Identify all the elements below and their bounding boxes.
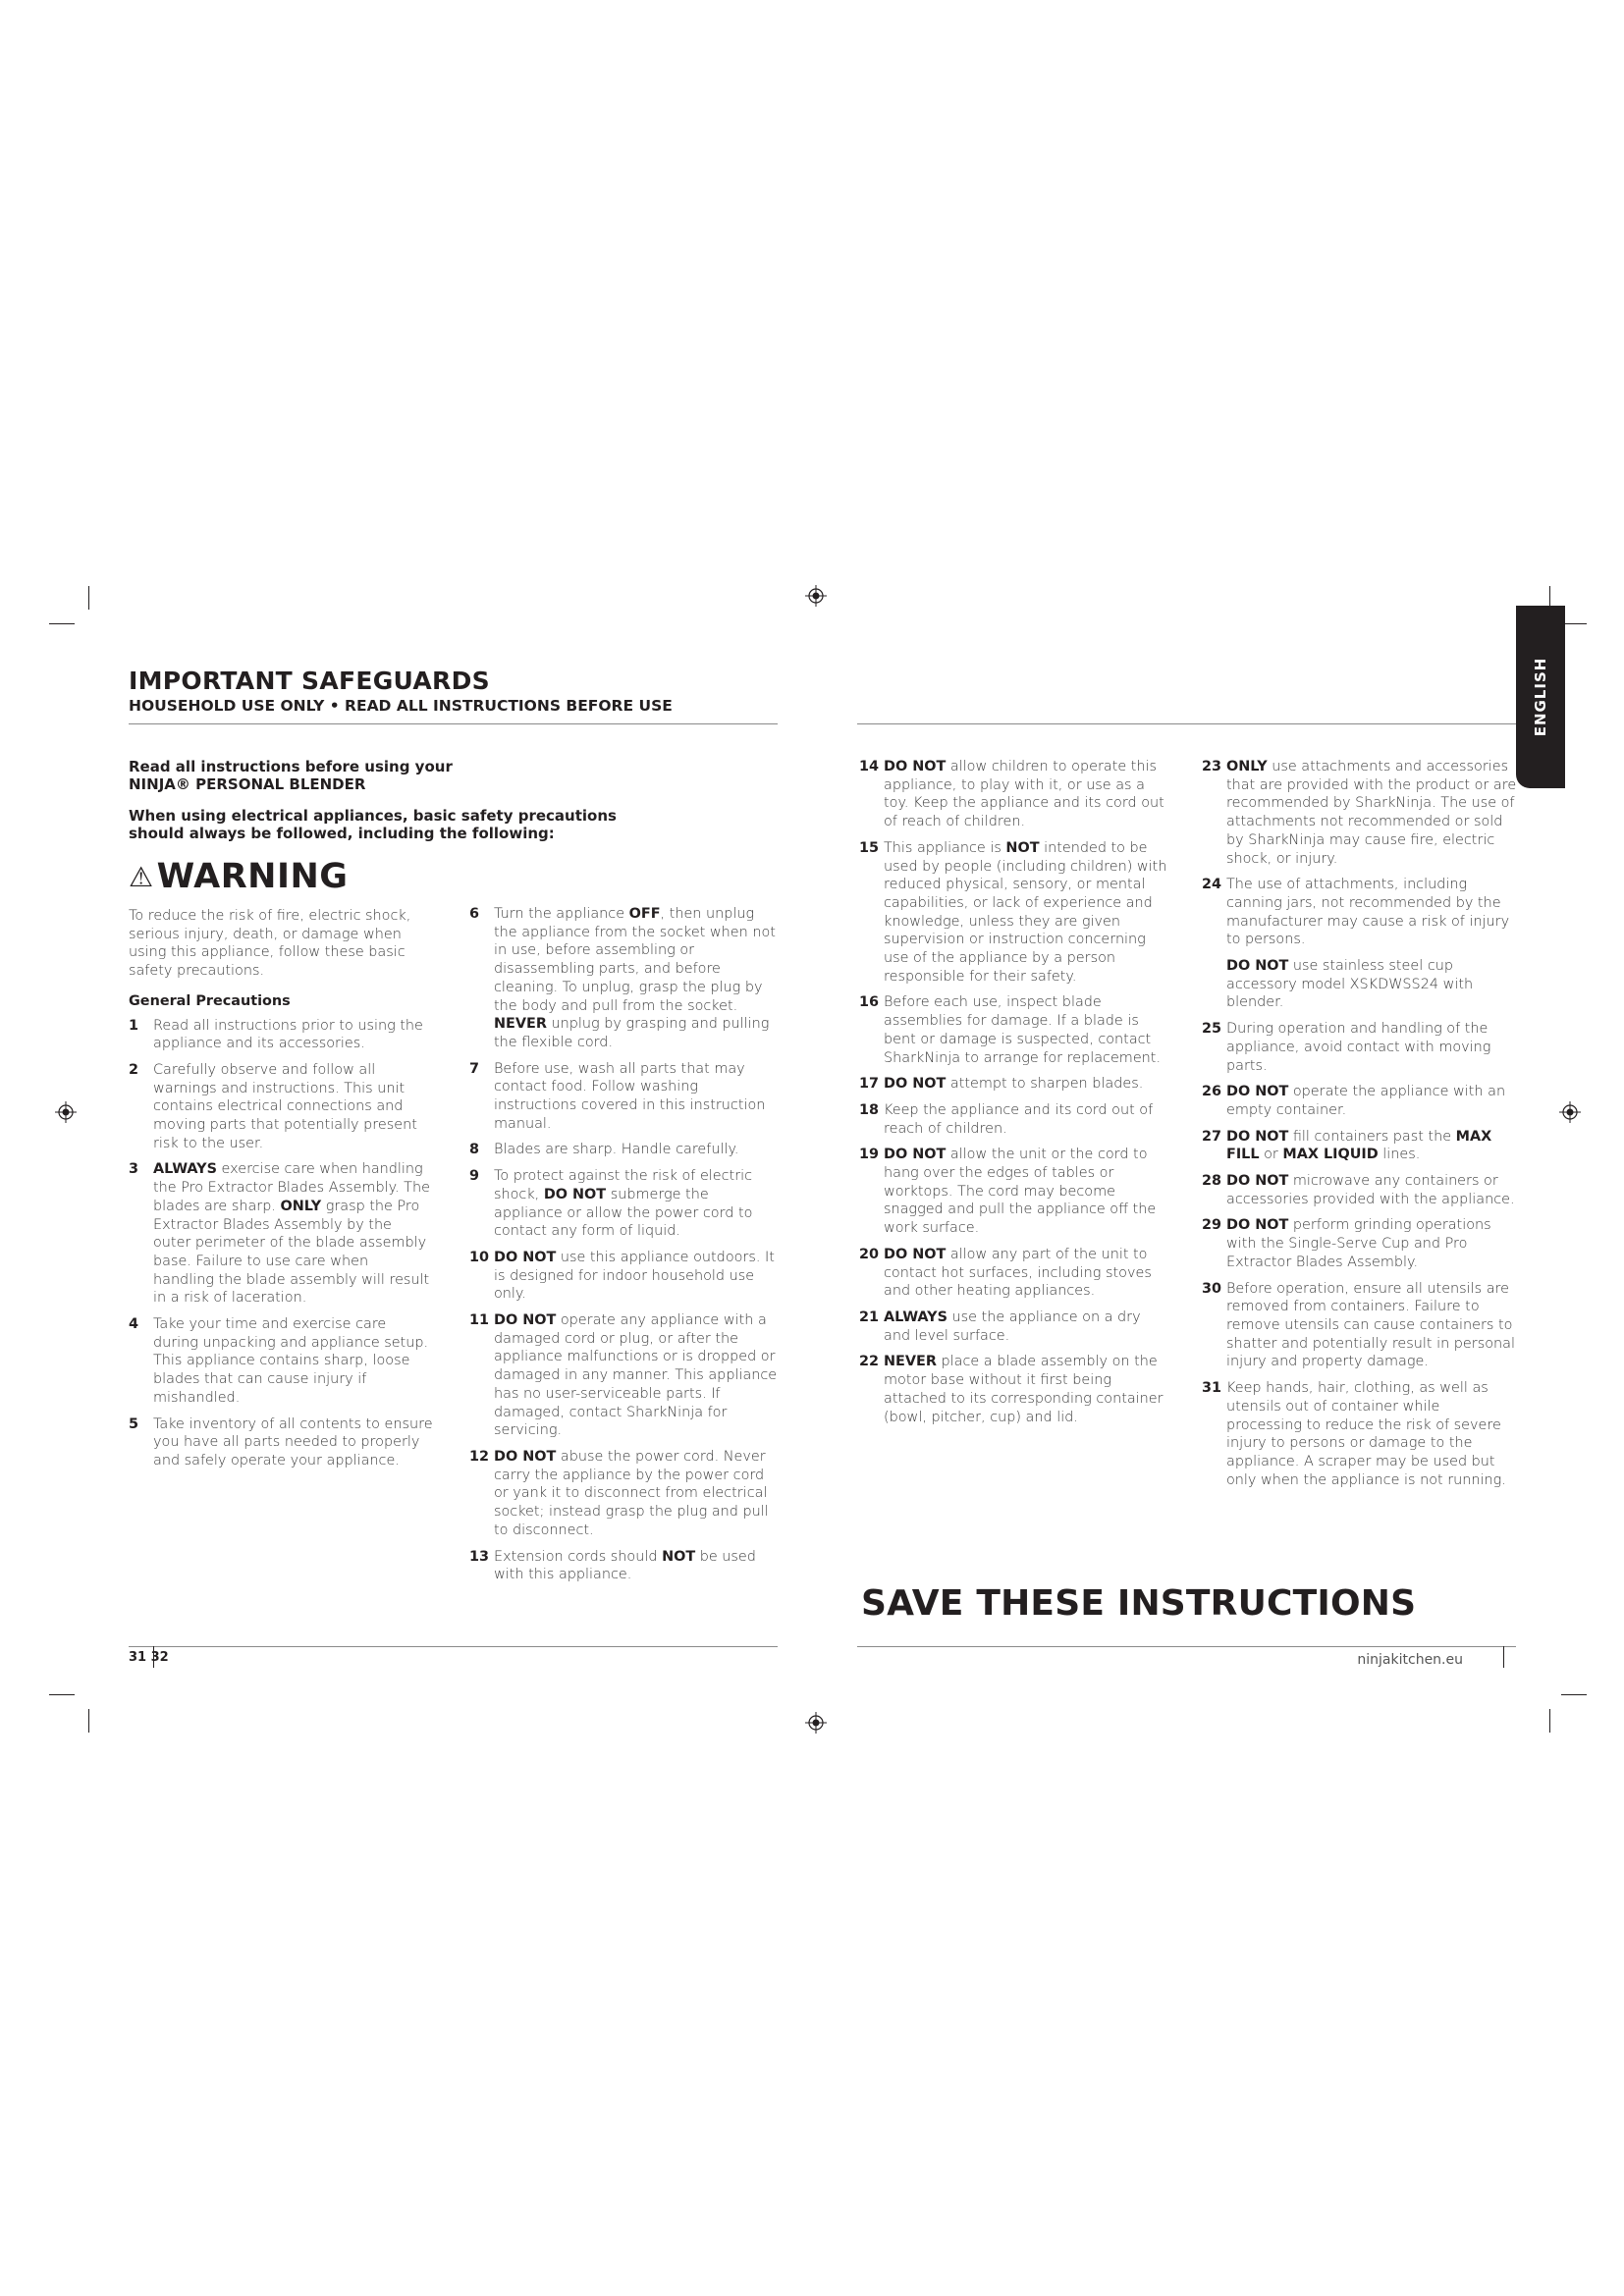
safeguard-item — [859, 1353, 1168, 1426]
item-text: Keep the appliance and its cord out of reach of children. — [884, 1101, 1154, 1137]
footer-rule-right — [857, 1646, 1516, 1647]
item-text: attempt to sharpen blades. — [946, 1076, 1144, 1093]
item-body — [494, 1061, 765, 1132]
language-tab-label: ENGLISH — [1532, 657, 1549, 737]
safeguard-item — [1202, 957, 1518, 1012]
emphasis-text: ALWAYS — [884, 1308, 947, 1325]
item-text: Carefully observe and follow all warnings and instructions. This unit contains electrical connections and moving parts that potentially present risk to the user. — [153, 1061, 417, 1151]
item-number: 5 — [129, 1415, 139, 1432]
item-number: 18 — [859, 1101, 880, 1118]
warning-label: WARNING — [156, 857, 349, 896]
safeguard-item — [859, 1308, 1168, 1345]
item-number: 23 — [1202, 759, 1222, 774]
crop-mark — [49, 1694, 75, 1695]
emphasis-text: DO NOT — [494, 1448, 557, 1465]
emphasis-text: NEVER — [494, 1016, 547, 1033]
item-text: operate any appliance with a damaged cord or plug, or after the appliance malfunctions or is dropped or damaged in any manner. This appliance has no user-serviceable parts. If damaged, contact SharkNinja for servicing. — [494, 1312, 778, 1439]
safeguard-item — [469, 1167, 779, 1241]
crop-mark — [88, 1709, 89, 1733]
item-text: perform grinding operations with the Single-Serve Cup and Pro Extractor Blades Assembly. — [1226, 1217, 1491, 1270]
crop-mark — [1561, 1694, 1587, 1695]
item-text: exercise care when handling the Pro Extractor Blades Assembly. The blades are sharp. — [153, 1161, 430, 1214]
item-text: Blades are sharp. Handle carefully. — [494, 1142, 739, 1158]
item-body — [153, 1062, 417, 1151]
item-number: 15 — [859, 839, 880, 856]
item-text: During operation and handling of the appliance, avoid contact with moving parts. — [1226, 1021, 1491, 1074]
safeguard-item — [1202, 1280, 1518, 1372]
item-text: intended to be used by people (including children) with reduced physical, sensory, or mental capabilities, or lack of experience and knowledge, unless they are given supervision or instruction concerning use of the appliance by a person responsible for their safety. — [884, 839, 1167, 985]
item-text: allow any part of the unit to contact hot surfaces, including stoves and other heating appliances. — [884, 1246, 1152, 1300]
item-number: 24 — [1202, 877, 1222, 893]
column-2 — [469, 905, 779, 1592]
item-text: Take inventory of all contents to ensure you have all parts needed to properly and safely operate your appliance. — [153, 1415, 433, 1468]
item-body — [494, 1449, 769, 1538]
item-text: Before each use, inspect blade assemblies for damage. If a blade is bent or damage is suspected, contact SharkNinja to arrange for replacement. — [884, 994, 1162, 1066]
item-text: Extension cords should — [494, 1548, 663, 1565]
item-text: Keep hands, hair, clothing, as well as utensils out of container while processing to reduce the risk of severe injury to persons or damage to the appliance. A scraper may be used but only when the appliance is not running. — [1226, 1380, 1506, 1488]
footer-divider — [1503, 1646, 1504, 1668]
item-body — [153, 1018, 423, 1052]
column-4 — [1202, 758, 1518, 1497]
emphasis-text: MAX LIQUID — [1282, 1147, 1379, 1163]
registration-mark-icon — [805, 1712, 827, 1734]
column-3 — [859, 758, 1168, 1434]
item-body — [884, 994, 1161, 1065]
emphasis-text: ONLY — [280, 1198, 322, 1214]
safeguard-item — [129, 1315, 433, 1408]
item-number: 21 — [859, 1308, 880, 1325]
item-text: grasp the Pro Extractor Blades Assembly by the outer perimeter of the blade assembly base. Failure to use care when handling the blade assembly will result in a risk of laceration. — [153, 1198, 430, 1307]
general-precautions-heading: General Precautions — [129, 992, 291, 1009]
emphasis-text: DO NOT — [884, 1076, 947, 1093]
item-number: 30 — [1202, 1280, 1222, 1297]
item-body — [494, 1250, 775, 1302]
safeguard-item — [469, 1249, 779, 1304]
crop-mark — [1549, 1709, 1550, 1733]
safeguard-item — [859, 1075, 1168, 1094]
item-text: be used with this appliance. — [494, 1548, 756, 1583]
item-body — [1226, 1281, 1515, 1370]
item-body — [884, 1076, 1143, 1092]
item-text: lines. — [1378, 1147, 1421, 1163]
crop-mark — [49, 623, 75, 624]
column-1 — [129, 907, 433, 1478]
item-text: Before operation, ensure all utensils are removed from containers. Failure to remove utensils can cause containers to shatter and potentially result in personal injury and property damage. — [1226, 1280, 1515, 1370]
item-number: 4 — [129, 1316, 139, 1333]
item-text: unplug by grasping and pulling the flexible cord. — [494, 1016, 770, 1050]
item-number: 29 — [1202, 1217, 1222, 1234]
header-rule-right — [857, 723, 1516, 724]
item-number: 31 — [1202, 1380, 1222, 1397]
emphasis-text: DO NOT — [1226, 1084, 1289, 1100]
item-number: 22 — [859, 1354, 880, 1370]
intro-line: Read all instructions before using your — [129, 758, 453, 775]
emphasis-text: NEVER — [884, 1354, 937, 1370]
emphasis-text: ONLY — [1226, 759, 1268, 774]
item-body — [1226, 759, 1516, 867]
safeguard-item — [859, 758, 1168, 831]
item-body — [1226, 958, 1473, 1010]
emphasis-text: ALWAYS — [153, 1161, 217, 1178]
safeguard-item — [129, 1160, 433, 1308]
item-text: operate the appliance with an empty container. — [1226, 1084, 1506, 1118]
warning-triangle-icon: ⚠ — [129, 860, 154, 893]
emphasis-text: DO NOT — [1226, 1217, 1289, 1234]
footer-rule-left — [129, 1646, 778, 1647]
safeguard-item — [859, 1101, 1168, 1138]
item-text: , then unplug the appliance from the socket when not in use, before assembling or disassembling parts, and before cleaning. To unplug, grasp the plug by the body and pull from the socket. — [494, 906, 776, 1014]
item-body — [884, 1354, 1164, 1424]
intro-read-instructions — [129, 758, 639, 793]
emphasis-text: MAX FILL — [1226, 1128, 1492, 1163]
emphasis-text: DO NOT — [1226, 1173, 1289, 1190]
safeguard-item — [1202, 1172, 1518, 1208]
item-text: use this appliance outdoors. It is designed for indoor household use only. — [494, 1249, 775, 1303]
safeguard-item — [859, 839, 1168, 987]
item-number: 13 — [469, 1548, 490, 1565]
item-text: microwave any containers or accessories provided with the appliance. — [1226, 1173, 1515, 1207]
item-text: abuse the power cord. Never carry the appliance by the power cord or yank it to disconnect from electrical socket; instead grasp the plug and pull to disconnect. — [494, 1448, 769, 1538]
item-number: 27 — [1202, 1128, 1222, 1145]
item-text: This appliance is — [884, 839, 1006, 856]
safeguard-item — [469, 1141, 779, 1159]
safeguard-item — [1202, 1128, 1518, 1164]
warning-heading — [129, 857, 349, 896]
intro-precautions — [129, 807, 639, 842]
intro-line: When using electrical appliances, basic safety precautions — [129, 807, 617, 825]
safeguard-item — [129, 1017, 433, 1053]
emphasis-text: DO NOT — [1226, 1128, 1289, 1145]
item-body — [884, 840, 1166, 985]
item-number: 11 — [469, 1312, 490, 1329]
item-number: 16 — [859, 994, 880, 1011]
item-text: use attachments and accessories that are provided with the product or are recommended by SharkNinja. The use of attachments not recommended or sold by SharkNinja may cause fire, electric shock, or injury. — [1226, 759, 1517, 867]
item-body — [884, 1102, 1153, 1137]
item-body — [884, 1309, 1141, 1344]
item-text: place a blade assembly on the motor base without it first being attached to its corresponding container (bowl, pitcher, cup) and lid. — [884, 1354, 1164, 1425]
safeguard-item — [1202, 1083, 1518, 1119]
item-number: 3 — [129, 1161, 139, 1178]
emphasis-text: NOT — [662, 1548, 696, 1565]
item-number: 12 — [469, 1448, 490, 1465]
item-number: 10 — [469, 1249, 490, 1265]
emphasis-text: DO NOT — [494, 1249, 557, 1265]
item-body — [1226, 1173, 1515, 1207]
item-body — [494, 1312, 777, 1438]
safeguard-item — [859, 993, 1168, 1067]
item-text: Take your time and exercise care during unpacking and appliance setup. This appliance contains sharp, loose blades that can cause injury if mishandled. — [153, 1316, 429, 1406]
item-text: The use of attachments, including canning jars, not recommended by the manufacturer may cause a risk of injury to persons. — [1226, 877, 1510, 948]
safeguard-item — [1202, 876, 1518, 949]
item-number: 20 — [859, 1246, 880, 1262]
item-number: 17 — [859, 1076, 880, 1093]
item-text: fill containers past the — [1288, 1128, 1456, 1145]
emphasis-text: NOT — [1005, 839, 1040, 856]
item-body — [884, 1247, 1152, 1299]
safeguard-item — [129, 1061, 433, 1153]
item-body — [1226, 877, 1509, 947]
safeguard-item — [859, 1246, 1168, 1301]
safeguard-item — [469, 905, 779, 1052]
item-body — [1226, 1084, 1505, 1118]
item-body — [884, 1147, 1156, 1236]
item-number: 14 — [859, 759, 880, 774]
item-number: 2 — [129, 1061, 139, 1078]
page-title: IMPORTANT SAFEGUARDS — [129, 667, 490, 695]
safeguard-item — [1202, 1216, 1518, 1271]
item-body — [494, 1549, 756, 1583]
item-number: 25 — [1202, 1021, 1222, 1038]
page-subtitle: HOUSEHOLD USE ONLY • READ ALL INSTRUCTIONS BEFORE USE — [129, 697, 673, 715]
item-text: or — [1259, 1147, 1283, 1163]
item-body — [884, 759, 1164, 829]
item-number: 8 — [469, 1142, 480, 1158]
item-text: use stainless steel cup accessory model XSKDWSS24 with blender. — [1226, 958, 1474, 1011]
crop-mark — [88, 586, 89, 610]
safeguard-item — [859, 1146, 1168, 1238]
emphasis-text: DO NOT — [884, 1147, 947, 1163]
item-text: Read all instructions prior to using the appliance and its accessories. — [153, 1017, 423, 1052]
emphasis-text: DO NOT — [884, 1246, 947, 1262]
registration-mark-icon — [805, 585, 827, 607]
item-text: Before use, wash all parts that may contact food. Follow washing instructions covered in this instruction manual. — [494, 1060, 766, 1132]
registration-mark-icon — [1559, 1101, 1581, 1123]
item-number: 6 — [469, 906, 480, 922]
item-number: 28 — [1202, 1173, 1222, 1190]
item-body — [153, 1161, 430, 1306]
item-body — [1226, 1217, 1491, 1269]
item-text: allow children to operate this appliance, to play with it, or use as a toy. Keep the appliance and its cord out of reach of children. — [884, 759, 1164, 830]
safeguard-item — [1202, 1020, 1518, 1075]
header-rule-left — [129, 723, 778, 724]
registration-mark-icon — [55, 1101, 77, 1123]
item-body — [494, 1168, 752, 1239]
emphasis-text: DO NOT — [884, 759, 947, 774]
safeguard-item — [469, 1448, 779, 1540]
item-body — [1226, 1021, 1490, 1073]
item-number: 7 — [469, 1060, 480, 1077]
safeguard-item — [1202, 758, 1518, 868]
item-body — [494, 906, 776, 1050]
item-body — [153, 1316, 428, 1406]
item-body — [1226, 1129, 1491, 1163]
item-number: 26 — [1202, 1084, 1222, 1100]
intro-line: should always be followed, including the following: — [129, 825, 555, 842]
item-body — [494, 1142, 739, 1157]
warning-text: To reduce the risk of fire, electric shock, serious injury, death, or damage when using this appliance, follow these basic safety precautions. — [129, 908, 411, 980]
item-text: allow the unit or the cord to hang over the edges of tables or worktops. The cord may become snagged and pull the appliance off the work surface. — [884, 1147, 1157, 1237]
item-text: submerge the appliance or allow the power cord to contact any form of liquid. — [494, 1186, 753, 1240]
item-body — [153, 1416, 433, 1468]
emphasis-text: OFF — [628, 906, 661, 922]
emphasis-text: DO NOT — [1226, 958, 1289, 975]
item-body — [1226, 1380, 1506, 1488]
safeguard-item — [1202, 1379, 1518, 1489]
safeguard-item — [469, 1548, 779, 1584]
emphasis-text: DO NOT — [543, 1186, 607, 1202]
save-instructions-heading: SAVE THESE INSTRUCTIONS — [861, 1583, 1417, 1624]
item-text: use the appliance on a dry and level surface. — [884, 1308, 1141, 1344]
emphasis-text: DO NOT — [494, 1312, 557, 1329]
item-number: 1 — [129, 1017, 139, 1034]
intro-line: NINJA® PERSONAL BLENDER — [129, 775, 366, 793]
item-text: To protect against the risk of electric shock, — [494, 1168, 753, 1202]
safeguard-item — [129, 1415, 433, 1470]
page-numbers: 31 32 — [129, 1650, 169, 1665]
item-text: Turn the appliance — [494, 906, 629, 922]
safeguard-item — [469, 1311, 779, 1440]
item-number: 19 — [859, 1147, 880, 1163]
item-number: 9 — [469, 1168, 480, 1185]
safeguard-item — [469, 1060, 779, 1134]
website-link[interactable]: ninjakitchen.eu — [1357, 1652, 1463, 1668]
